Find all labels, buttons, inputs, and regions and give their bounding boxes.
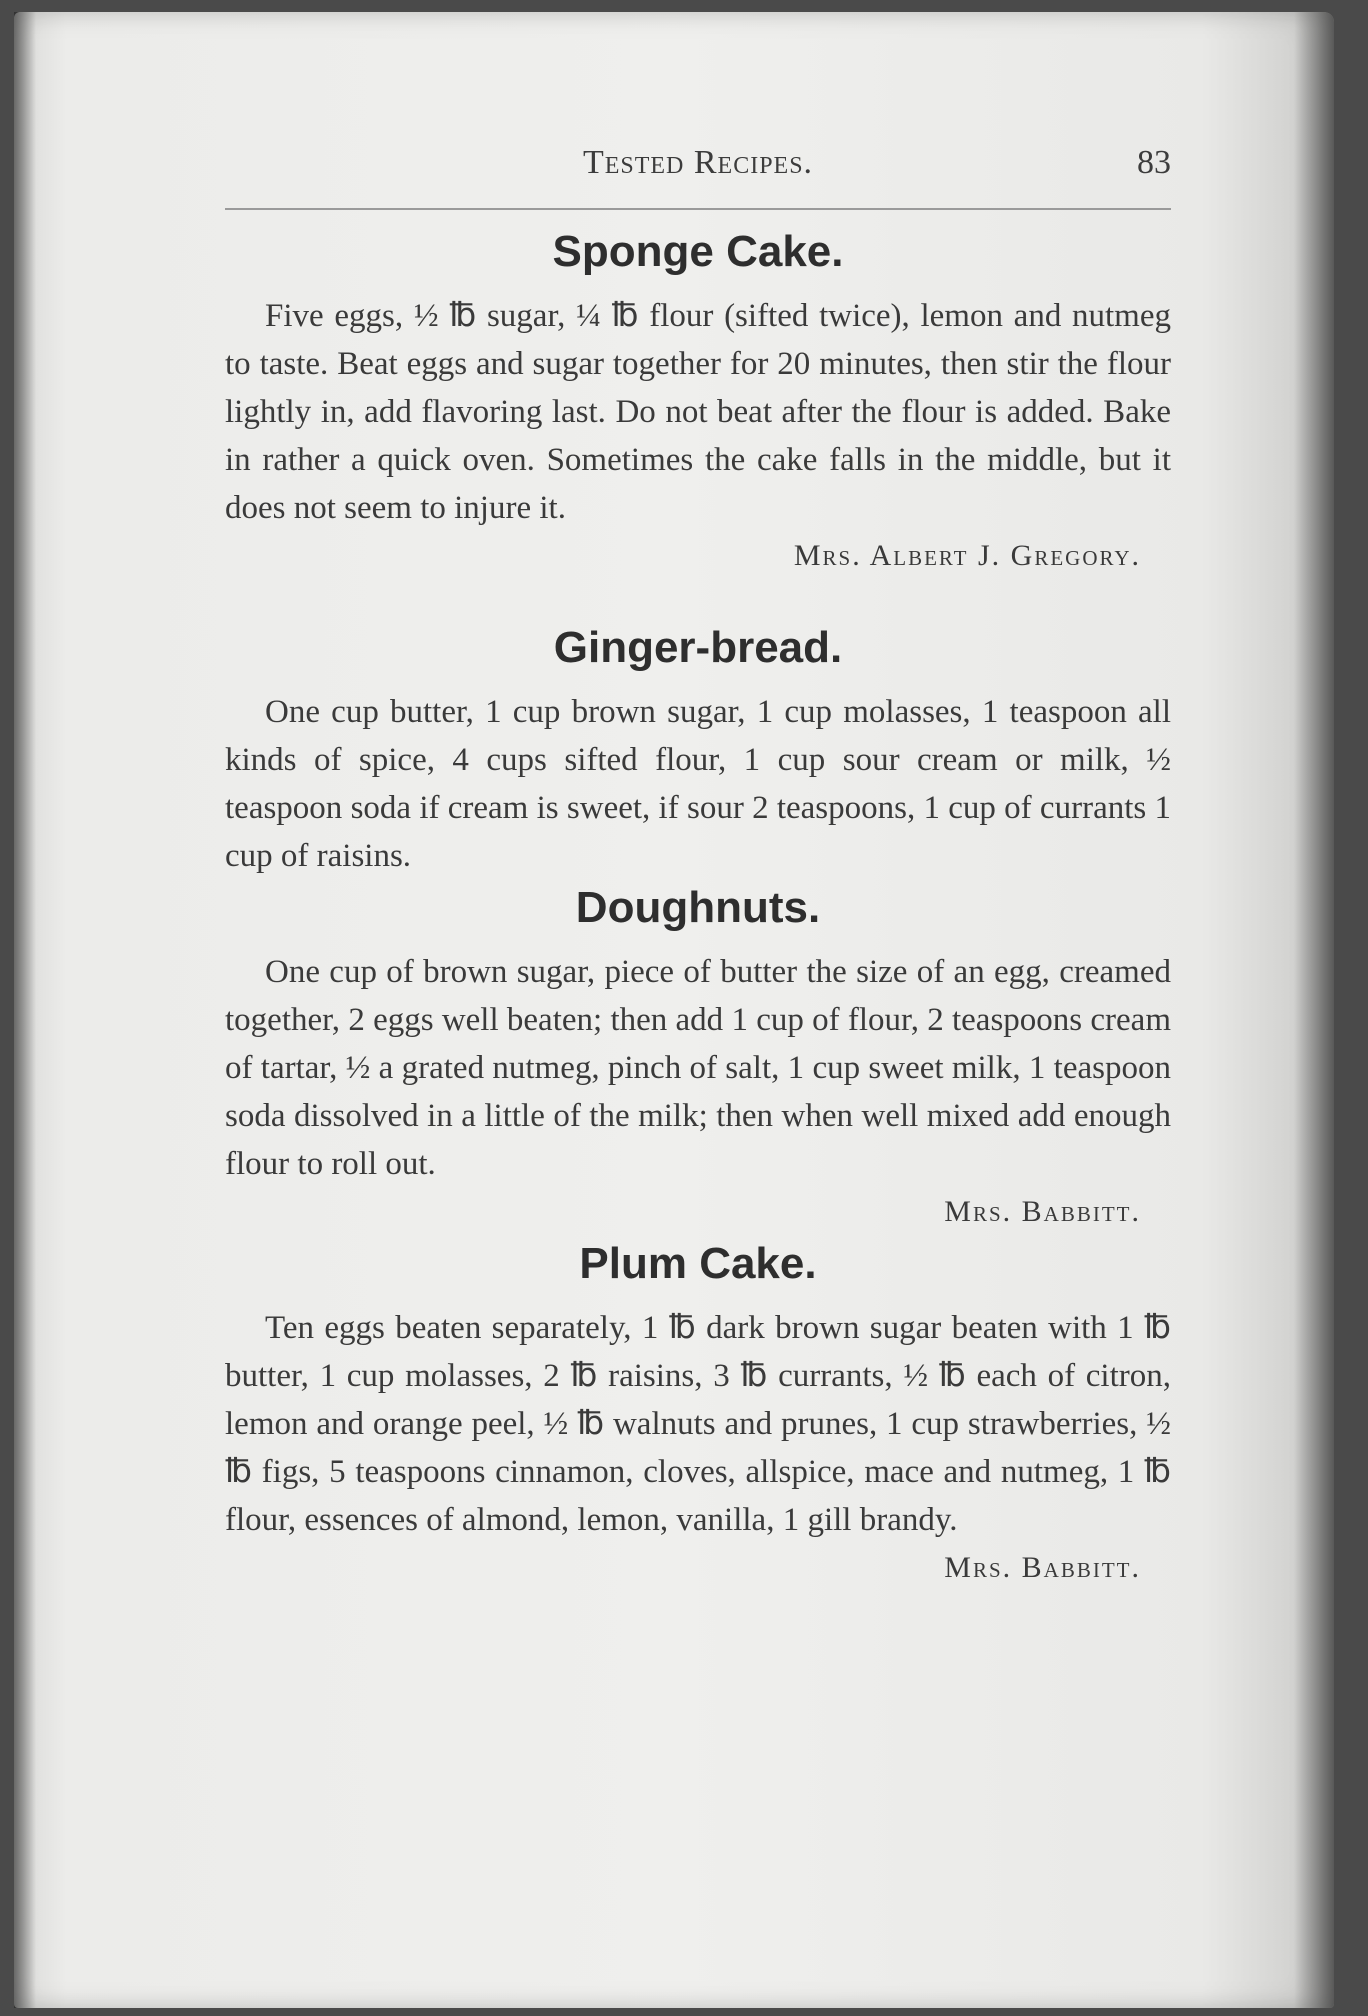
recipe-title: Ginger-bread. xyxy=(553,623,843,672)
page-content xyxy=(225,12,1171,1592)
running-title: Tested Recipes. xyxy=(582,144,814,181)
book-page xyxy=(14,12,1334,2008)
header-rule xyxy=(225,208,1171,210)
recipe-credit: Mrs. Albert J. Gregory. xyxy=(793,539,1141,572)
recipe-sponge-cake xyxy=(225,224,1171,580)
page-edge-shadow xyxy=(1294,12,1334,2008)
page-number: 83 xyxy=(1137,144,1171,181)
recipe-ginger-bread xyxy=(225,620,1171,880)
recipe-doughnuts xyxy=(225,880,1171,1236)
recipe-credit: Mrs. Babbitt. xyxy=(944,1195,1141,1228)
recipe-body: One cup of brown sugar, piece of butter the size of an egg, creamed together, 2 eggs well beaten; then add 1 cup of flour, 2 teaspoons cream of tartar, ½ a grated nutmeg, pinch of salt, 1 cup sweet milk, 1 teaspoon soda dissolved in a little of the milk; then when well mixed add enough flour to roll out. xyxy=(225,954,1171,1182)
recipe-credit: Mrs. Babbitt. xyxy=(944,1551,1141,1584)
recipe-plum-cake xyxy=(225,1236,1171,1584)
recipe-title: Plum Cake. xyxy=(579,1239,817,1288)
running-head xyxy=(225,12,1171,212)
recipe-body: Five eggs, ½ ℔ sugar, ¼ ℔ flour (sifted twice), lemon and nutmeg to taste. Beat eggs and sugar together for 20 minutes, then stir the flour lightly in, add flavoring last. Do not beat after the flour is added. Bake in rather a quick oven. Sometimes the cake falls in the middle, but it does not seem to injure it. xyxy=(225,298,1171,526)
recipe-body-text: Ten eggs beaten separately, 1 ℔ dark brown sugar beaten with 1 ℔ butter, 1 cup molasses, 2 ℔ raisins, 3 ℔ currants, ½ ℔ each of citron, lemon and orange peel, ½ ℔ walnuts and prunes, 1 cup strawberries, ½ ℔ figs, 5 teaspoons cinnamon, cloves, allspice, mace and nutmeg, 1 ℔ flour, essences of almond, lemon, vanilla, 1 gill brandy. xyxy=(225,1310,1171,1538)
recipe-body xyxy=(225,1304,1171,1584)
recipe-body: One cup butter, 1 cup brown sugar, 1 cup molasses, 1 teaspoon all kinds of spice, 4 cups sifted flour, 1 cup sour cream or milk, ½ teaspoon soda if cream is sweet, if sour 2 teaspoons, 1 cup of currants 1 cup of raisins. xyxy=(225,694,1171,874)
recipe-title: Doughnuts. xyxy=(575,883,821,932)
recipe-title: Sponge Cake. xyxy=(552,227,844,276)
page-gutter-shadow xyxy=(14,12,36,2008)
